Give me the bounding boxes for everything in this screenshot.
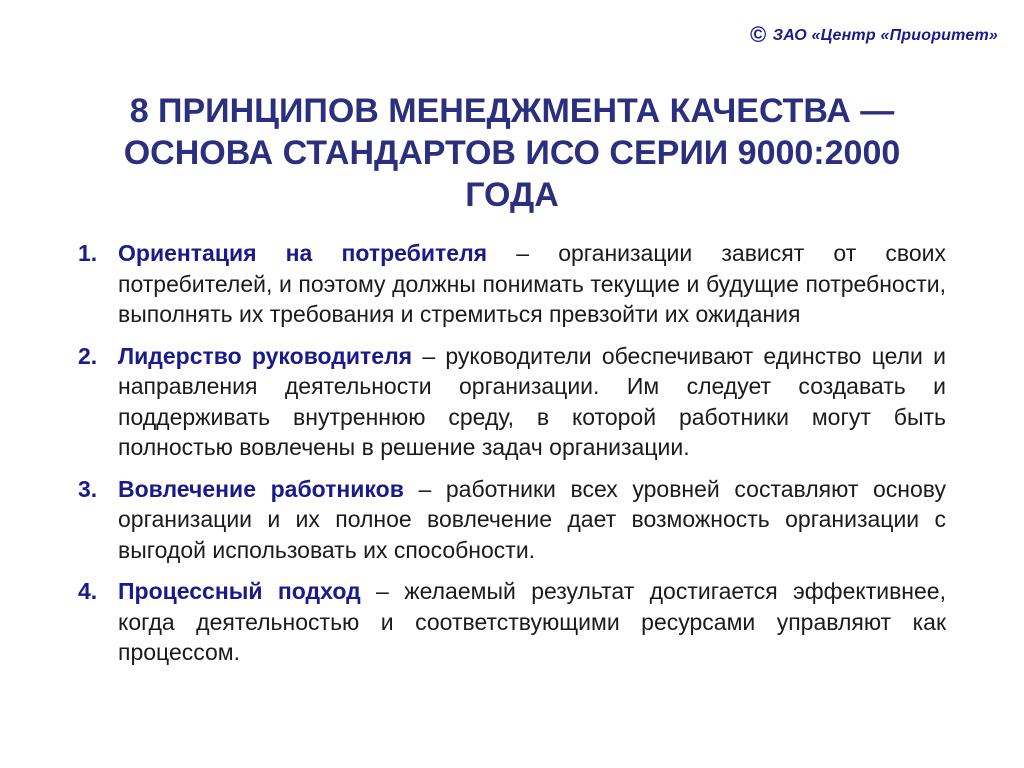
item-term: Процессный подход (118, 578, 361, 604)
list-item (78, 238, 946, 330)
item-description: – руководители обеспечивают единство цели и направления деятельности организации. Им следует создавать и поддерживать внутреннюю среду, в которой работники могут быть полностью вовлечены в решение задач организации. (118, 342, 946, 460)
list-item (78, 341, 946, 463)
principles-list (78, 238, 946, 679)
list-item (78, 576, 946, 668)
item-body (118, 238, 946, 330)
item-term: Лидерство руководителя (118, 342, 413, 369)
title-line-2: ОСНОВА СТАНДАРТОВ ИСО СЕРИИ 9000:2000 (123, 134, 901, 172)
copyright-text: ЗАО «Центр «Приоритет» (772, 27, 998, 44)
item-term: Ориентация на потребителя (118, 240, 488, 266)
slide-title (60, 90, 964, 216)
copyright-notice (750, 22, 998, 48)
item-number: 2. (78, 342, 98, 369)
item-description: – желаемый результат достигается эффективнее, когда деятельностью и соответствующими ресурсами управляют как процессом. (118, 578, 946, 665)
item-number: 1. (78, 240, 98, 266)
item-number: 4. (78, 578, 98, 604)
item-body (118, 576, 946, 668)
item-body (118, 474, 946, 566)
list-item (78, 474, 946, 566)
title-line-3: ГОДА (465, 176, 559, 214)
item-description: – организации зависят от своих потребителей, и поэтому должны понимать текущие и будущие потребности, выполнять их требования и стремиться превзойти их ожидания (118, 240, 946, 327)
item-body (118, 341, 946, 463)
title-line-1: 8 ПРИНЦИПОВ МЕНЕДЖМЕНТА КАЧЕСТВА — (129, 92, 895, 130)
item-term: Вовлечение работников (118, 475, 404, 502)
item-number: 3. (78, 475, 98, 502)
copyright-symbol: © (749, 22, 767, 47)
item-description: – работники всех уровней составляют основу организации и их полное вовлечение дает возможность организации с выгодой использовать их способности. (118, 475, 946, 563)
